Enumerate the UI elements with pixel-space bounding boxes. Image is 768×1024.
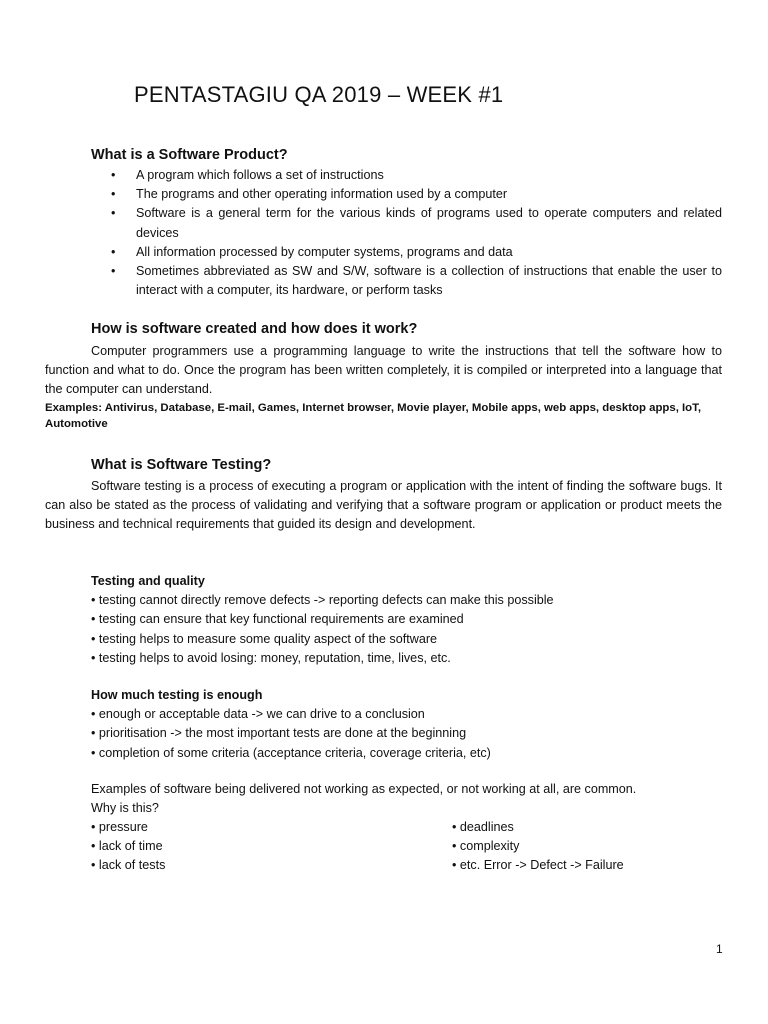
reasons-row [91, 837, 711, 856]
reason-item: • pressure [91, 820, 148, 834]
examples-line: Examples: Antivirus, Database, E-mail, Games, Internet browser, Movie player, Mobile apps, web apps, desktop apps, IoT, Automotive [45, 401, 701, 431]
section-heading-software-testing: What is Software Testing? [91, 457, 272, 473]
page-title: PENTASTAGIU QA 2019 – WEEK #1 [134, 82, 504, 107]
why-question: Why is this? [91, 801, 159, 816]
reason-item: • complexity [452, 839, 520, 854]
software-created-block [45, 342, 722, 433]
list-item: • testing cannot directly remove defects -> reporting defects can make this possible [91, 593, 554, 608]
list-item: • enough or acceptable data -> we can drive to a conclusion [91, 707, 425, 722]
list-item: • completion of some criteria (acceptance criteria, coverage criteria, etc) [91, 745, 491, 760]
list-item: • testing can ensure that key functional requirements are examined [91, 612, 464, 627]
page-number: 1 [716, 942, 723, 956]
reason-item: • lack of time [91, 839, 163, 854]
software-testing-block [45, 477, 722, 535]
software-created-paragraph: Computer programmers use a programming language to write the instructions that tell the software how to function and what to do. Once the program has been written completely, it is compiled or interpreted into a language that the computer can understand. [45, 344, 722, 397]
list-item: • The programs and other operating information used by a computer [110, 185, 722, 204]
list-item: • testing helps to avoid losing: money, reputation, time, lives, etc. [91, 650, 451, 665]
section-heading-software-created: How is software created and how does it work? [91, 321, 418, 337]
list-item: • testing helps to measure some quality aspect of the software [91, 631, 438, 646]
testing-quality-block [91, 572, 721, 668]
how-much-testing-heading: How much testing is enough [91, 688, 263, 702]
section-heading-software-product: What is a Software Product? [91, 147, 288, 163]
examples-intro-block [91, 780, 721, 818]
reason-item: • lack of tests [91, 858, 166, 873]
software-product-list [110, 166, 722, 300]
software-testing-paragraph: Software testing is a process of executing a program or application with the intent of finding the software bugs. It can also be stated as the process of validating and verifying that a software program or application or product meets the business and technical requirements that guided its design and development. [45, 479, 722, 532]
reason-item: • deadlines [452, 820, 514, 834]
list-item: • A program which follows a set of instructions [110, 166, 722, 185]
reasons-grid [91, 818, 711, 876]
reason-item: • etc. Error -> Defect -> Failure [452, 858, 624, 873]
list-item: • Sometimes abbreviated as SW and S/W, software is a collection of instructions that enable the user to interact with a computer, its hardware, or perform tasks [110, 262, 722, 300]
reasons-row [91, 818, 711, 837]
how-much-testing-block [91, 686, 721, 763]
list-item: • All information processed by computer systems, programs and data [110, 243, 722, 262]
list-item: • prioritisation -> the most important tests are done at the beginning [91, 726, 467, 741]
list-item: • Software is a general term for the various kinds of programs used to operate computers and related devices [110, 204, 722, 242]
examples-intro-text: Examples of software being delivered not working as expected, or not working at all, are common. [91, 782, 637, 796]
reasons-row [91, 856, 711, 875]
testing-quality-heading: Testing and quality [91, 574, 205, 588]
